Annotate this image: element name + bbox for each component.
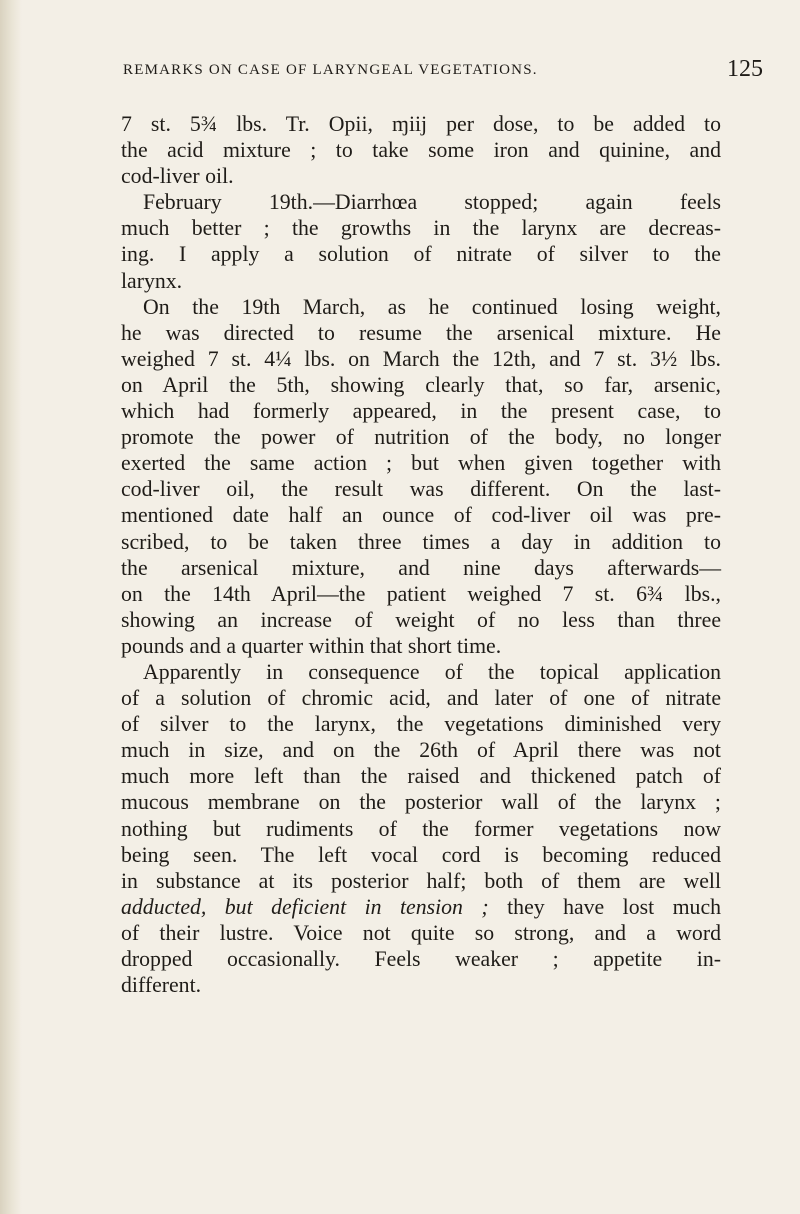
text-line: cod-liver oil.	[121, 164, 234, 189]
italic-word: tension ;	[399, 894, 489, 919]
text-line: ing. I apply a solution of nitrate of silver to the	[121, 242, 721, 267]
text-line: which had formerly appeared, in the present case, to	[121, 399, 721, 424]
text-line: 7 st. 5¾ lbs. Tr. Opii, ɱiij per dose, to be added to	[121, 112, 721, 136]
text-line: being seen. The left vocal cord is becoming reduced	[121, 842, 721, 867]
text-line: pounds and a quarter within that short time.	[121, 633, 502, 658]
text-line: much more left than the raised and thickened patch of	[121, 764, 721, 789]
text-line	[121, 894, 721, 920]
text-line: much in size, and on the 26th of April there was not	[121, 738, 721, 763]
text-line: the acid mixture ; to take some iron and quinine, and	[121, 138, 721, 163]
text-fragment: they have lost much	[507, 894, 722, 919]
text-line: February 19th.—Diarrhœa stopped; again feels	[143, 190, 721, 215]
text-line: larynx.	[121, 268, 183, 293]
text-line: dropped occasionally. Feels weaker ; appetite in-	[121, 947, 721, 971]
text-line: on the 14th April—the patient weighed 7 st. 6¾ lbs.,	[121, 581, 721, 606]
text-line: on April the 5th, showing clearly that, so far, arsenic,	[121, 372, 721, 397]
text-line: different.	[121, 973, 202, 998]
page-number: 125	[727, 56, 763, 82]
text-line: nothing but rudiments of the former vegetations now	[121, 816, 721, 841]
text-line: he was directed to resume the arsenical mixture. He	[121, 320, 721, 345]
text-line: scribed, to be taken three times a day in addition to	[121, 529, 721, 554]
text-line: promote the power of nutrition of the body, no longer	[121, 425, 721, 450]
text-line: mucous membrane on the posterior wall of the larynx ;	[121, 790, 721, 815]
text-line: Apparently in consequence of the topical application	[143, 659, 721, 684]
text-line: weighed 7 st. 4¼ lbs. on March the 12th, and 7 st. 3½ lbs.	[121, 346, 721, 371]
text-line: cod-liver oil, the result was different. On the last-	[121, 477, 721, 502]
text-line: in substance at its posterior half; both of them are well	[121, 868, 721, 893]
italic-phrase: adducted, but deficient in	[121, 894, 382, 919]
text-line: exerted the same action ; but when given together with	[121, 451, 721, 476]
text-line: much better ; the growths in the larynx are decreas-	[121, 216, 721, 241]
text-line: of silver to the larynx, the vegetations diminished very	[121, 712, 721, 737]
text-line: the arsenical mixture, and nine days afterwards—	[121, 555, 721, 580]
text-line: of a solution of chromic acid, and later of one of nitrate	[121, 686, 721, 711]
text-line: On the 19th March, as he continued losing weight,	[143, 294, 721, 319]
running-title: REMARKS ON CASE OF LARYNGEAL VEGETATIONS.	[123, 62, 538, 78]
text-line: showing an increase of weight of no less than three	[121, 607, 721, 632]
text-line: of their lustre. Voice not quite so strong, and a word	[121, 920, 721, 945]
text-line: mentioned date half an ounce of cod-liver oil was pre-	[121, 503, 721, 528]
body-text	[121, 111, 721, 998]
